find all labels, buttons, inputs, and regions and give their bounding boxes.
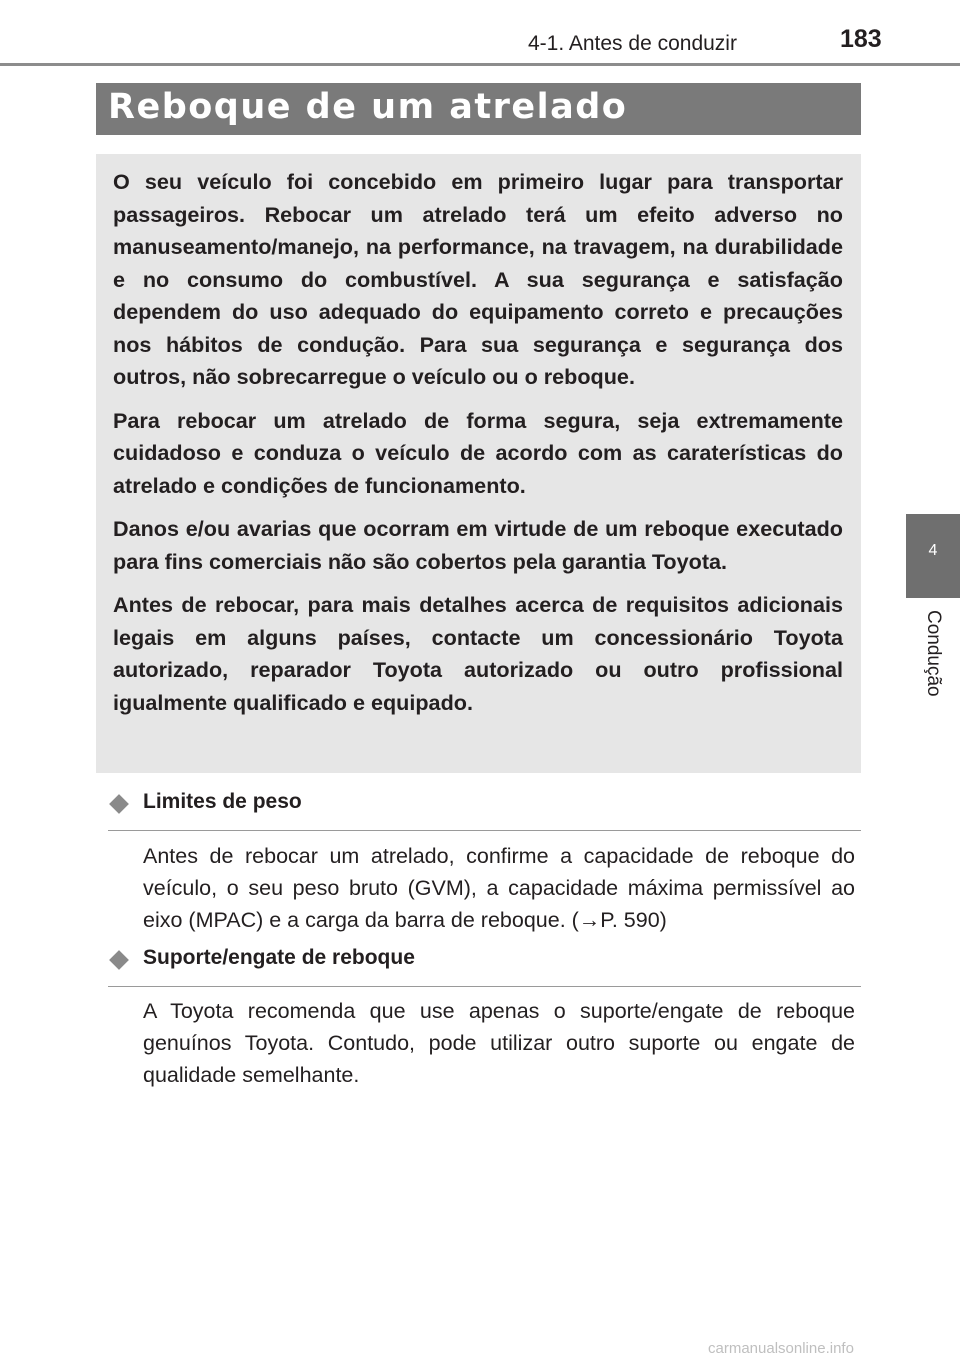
section-heading-weight-limits [108, 790, 861, 831]
watermark: carmanualsonline.info [708, 1340, 854, 1357]
intro-paragraph: Antes de rebocar, para mais detalhes acerca de requisitos adicionais legais em alguns países, contacte um concessionário Toyota autorizado, reparador Toyota autorizado ou outro profissional igualmente qualificado e equipado. [113, 592, 843, 715]
chapter-tab [906, 514, 960, 598]
section-heading-hitch [108, 946, 861, 987]
section-title: Limites de peso [143, 790, 302, 813]
page-title: Reboque de um atrelado [108, 87, 628, 127]
diamond-icon [109, 794, 129, 814]
intro-paragraph: O seu veículo foi concebido em primeiro lugar para transportar passageiros. Rebocar um atrelado terá um efeito adverso no manuseamento/manejo, na performance, na travagem, na durabilidade e no consumo do combustível. A sua segurança e satisfação dependem do uso adequado do equipamento correto e precauções nos hábitos de condução. Para sua segurança e segurança dos outros, não sobrecarregue o veículo ou o reboque. [113, 169, 843, 389]
page-number: 183 [840, 25, 882, 53]
title-bar [96, 83, 861, 135]
header-section-label: 4-1. Antes de conduzir [528, 32, 737, 55]
diamond-icon [109, 950, 129, 970]
chapter-tab-label: Condução [923, 610, 944, 697]
intro-box [96, 154, 861, 773]
intro-paragraph: Para rebocar um atrelado de forma segura, seja extremamente cuidadoso e conduza o veículo de acordo com as caraterísticas do atrelado e condições de funcionamento. [113, 407, 843, 498]
intro-paragraph: Danos e/ou avarias que ocorram em virtude de um reboque executado para fins comerciais não são cobertos pela garantia Toyota. [113, 516, 843, 574]
section-title: Suporte/engate de reboque [143, 946, 415, 969]
section-body-hitch: A Toyota recomenda que use apenas o suporte/engate de reboque genuínos Toyota. Contudo, pode utilizar outro suporte ou engate de qualidade semelhante. [143, 999, 855, 1087]
header-rule [0, 63, 960, 66]
section-body-weight-limits: Antes de rebocar um atrelado, confirme a capacidade de reboque do veículo, o seu peso bruto (GVM), a capacidade máxima permissível ao eixo (MPAC) e a carga da barra de reboque. (→P. 590) [143, 844, 855, 932]
chapter-tab-number: 4 [928, 542, 938, 559]
